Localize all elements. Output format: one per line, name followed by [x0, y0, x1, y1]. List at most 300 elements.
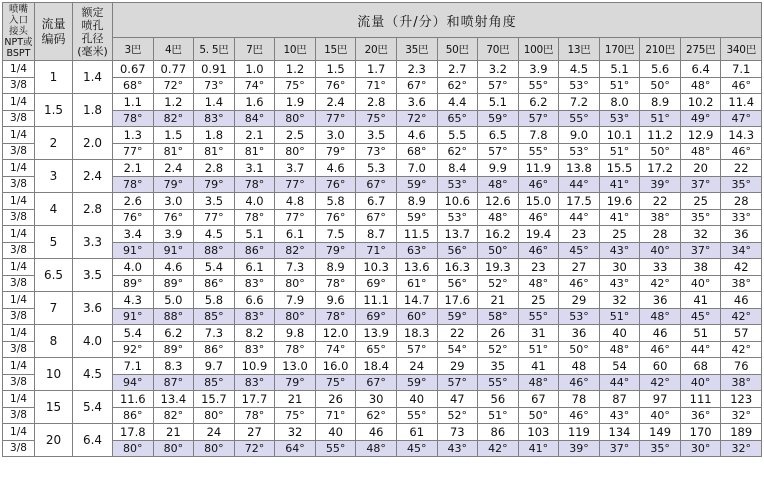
- angle-cell: 50°: [518, 407, 559, 424]
- flow-cell: 22: [721, 160, 762, 177]
- angle-cell: 53°: [437, 209, 478, 226]
- flow-cell: 97: [640, 391, 681, 408]
- flow-cell: 2.1: [113, 160, 154, 177]
- flow-cell: 6.5: [478, 127, 519, 144]
- flow-cell: 4.5: [194, 226, 235, 243]
- flow-cell: 21: [153, 424, 194, 441]
- flow-cell: 17.7: [234, 391, 275, 408]
- pressure-header-cell: 100巴: [518, 38, 559, 61]
- angle-cell: 65°: [356, 341, 397, 358]
- angle-cell: 57°: [518, 110, 559, 127]
- angle-cell: 41°: [599, 209, 640, 226]
- angle-cell: 75°: [315, 374, 356, 391]
- flow-cell: 7.1: [721, 61, 762, 78]
- angle-cell: 91°: [113, 242, 154, 259]
- flow-cell: 8.7: [356, 226, 397, 243]
- flow-cell: 123: [721, 391, 762, 408]
- flow-cell: 8.0: [599, 94, 640, 111]
- angle-cell: 52°: [478, 341, 519, 358]
- connection-cell: 3/8: [3, 176, 35, 193]
- flow-cell: 7.2: [559, 94, 600, 111]
- angle-cell: 86°: [194, 275, 235, 292]
- flow-cell: 7.8: [518, 127, 559, 144]
- angle-cell: 37°: [599, 440, 640, 457]
- flow-code-header: 流量 编码: [35, 3, 73, 61]
- angle-cell: 80°: [153, 440, 194, 457]
- table-body: [3, 61, 762, 457]
- pressure-header-cell: 7巴: [234, 38, 275, 61]
- flow-cell: 26: [478, 325, 519, 342]
- flow-cell: 14.7: [396, 292, 437, 309]
- flow-cell: 25: [518, 292, 559, 309]
- flow-cell: 60: [640, 358, 681, 375]
- flow-cell: 22: [640, 193, 681, 210]
- angle-cell: 46°: [721, 143, 762, 160]
- flow-cell: 6.1: [275, 226, 316, 243]
- angle-cell: 48°: [680, 77, 721, 94]
- angle-cell: 48°: [518, 374, 559, 391]
- flow-cell: 78: [559, 391, 600, 408]
- flow-cell: 2.6: [113, 193, 154, 210]
- flow-cell: 5.5: [437, 127, 478, 144]
- flow-cell: 4.5: [559, 61, 600, 78]
- angle-cell: 59°: [396, 209, 437, 226]
- angle-cell: 42°: [640, 275, 681, 292]
- angle-cell: 55°: [559, 110, 600, 127]
- flow-code-cell: 4: [35, 193, 73, 226]
- flow-cell: 42: [721, 259, 762, 276]
- flow-cell: 4.4: [437, 94, 478, 111]
- flow-cell: 30: [356, 391, 397, 408]
- angle-cell: 82°: [153, 407, 194, 424]
- header-title-row: [3, 3, 762, 38]
- flow-cell: 46: [356, 424, 397, 441]
- angle-cell: 35°: [721, 176, 762, 193]
- angle-cell: 83°: [234, 341, 275, 358]
- flow-cell: 6.2: [153, 325, 194, 342]
- table-row: [3, 209, 762, 226]
- orifice-cell: 2.8: [73, 193, 113, 226]
- flow-cell: 46: [640, 325, 681, 342]
- connection-cell: 1/4: [3, 391, 35, 408]
- flow-cell: 0.67: [113, 61, 154, 78]
- angle-cell: 71°: [356, 242, 397, 259]
- angle-cell: 55°: [478, 374, 519, 391]
- angle-cell: 32°: [721, 407, 762, 424]
- angle-cell: 81°: [234, 143, 275, 160]
- angle-cell: 32°: [721, 440, 762, 457]
- angle-cell: 36°: [680, 407, 721, 424]
- flow-cell: 73: [437, 424, 478, 441]
- angle-cell: 60°: [396, 308, 437, 325]
- flow-cell: 27: [559, 259, 600, 276]
- angle-cell: 40°: [640, 407, 681, 424]
- pressure-header-row: [3, 38, 762, 61]
- angle-cell: 75°: [275, 407, 316, 424]
- angle-cell: 35°: [680, 209, 721, 226]
- angle-cell: 39°: [559, 440, 600, 457]
- angle-cell: 85°: [194, 374, 235, 391]
- flow-cell: 46: [721, 292, 762, 309]
- angle-cell: 41°: [518, 440, 559, 457]
- connection-cell: 1/4: [3, 127, 35, 144]
- flow-code-cell: 10: [35, 358, 73, 391]
- flow-cell: 8.9: [396, 193, 437, 210]
- flow-cell: 15.0: [518, 193, 559, 210]
- flow-cell: 2.8: [356, 94, 397, 111]
- table-row: [3, 325, 762, 342]
- flow-code-cell: 7: [35, 292, 73, 325]
- angle-cell: 48°: [599, 341, 640, 358]
- angle-cell: 53°: [559, 77, 600, 94]
- flow-cell: 5.4: [113, 325, 154, 342]
- orifice-cell: 1.4: [73, 61, 113, 94]
- flow-cell: 103: [518, 424, 559, 441]
- pressure-header-cell: 275巴: [680, 38, 721, 61]
- connection-cell: 3/8: [3, 341, 35, 358]
- flow-cell: 76: [721, 358, 762, 375]
- flow-cell: 4.0: [234, 193, 275, 210]
- connection-cell: 3/8: [3, 407, 35, 424]
- flow-cell: 18.4: [356, 358, 397, 375]
- angle-cell: 57°: [437, 374, 478, 391]
- angle-cell: 46°: [518, 242, 559, 259]
- angle-cell: 86°: [113, 407, 154, 424]
- pressure-header-cell: 13巴: [559, 38, 600, 61]
- flow-cell: 22: [437, 325, 478, 342]
- table-header: [3, 3, 762, 61]
- angle-cell: 45°: [680, 308, 721, 325]
- flow-cell: 17.2: [640, 160, 681, 177]
- connection-cell: 3/8: [3, 440, 35, 457]
- table-row: [3, 143, 762, 160]
- angle-cell: 56°: [437, 242, 478, 259]
- connection-cell: 3/8: [3, 275, 35, 292]
- angle-cell: 91°: [153, 242, 194, 259]
- flow-cell: 24: [194, 424, 235, 441]
- flow-cell: 2.8: [194, 160, 235, 177]
- flow-cell: 2.4: [153, 160, 194, 177]
- flow-code-cell: 15: [35, 391, 73, 424]
- angle-cell: 42°: [721, 341, 762, 358]
- flow-cell: 14.3: [721, 127, 762, 144]
- angle-cell: 94°: [113, 374, 154, 391]
- angle-cell: 86°: [194, 341, 235, 358]
- angle-cell: 84°: [234, 110, 275, 127]
- angle-cell: 78°: [234, 209, 275, 226]
- angle-cell: 79°: [275, 374, 316, 391]
- flow-cell: 86: [478, 424, 519, 441]
- connection-cell: 1/4: [3, 424, 35, 441]
- flow-angle-title: 流量（升/分）和喷射角度: [113, 3, 762, 38]
- flow-cell: 13.8: [559, 160, 600, 177]
- angle-cell: 89°: [113, 275, 154, 292]
- table-row: [3, 374, 762, 391]
- flow-cell: 5.1: [234, 226, 275, 243]
- angle-cell: 86°: [234, 242, 275, 259]
- angle-cell: 42°: [478, 440, 519, 457]
- flow-code-cell: 5: [35, 226, 73, 259]
- flow-cell: 8.9: [315, 259, 356, 276]
- angle-cell: 62°: [437, 77, 478, 94]
- orifice-diameter-header: 额定 喷孔 孔径 (毫米): [73, 3, 113, 61]
- orifice-cell: 3.5: [73, 259, 113, 292]
- angle-cell: 61°: [396, 275, 437, 292]
- flow-code-cell: 1: [35, 61, 73, 94]
- flow-cell: 27: [234, 424, 275, 441]
- flow-cell: 5.6: [640, 61, 681, 78]
- flow-cell: 11.1: [356, 292, 397, 309]
- flow-cell: 8.3: [153, 358, 194, 375]
- pressure-header-cell: 3巴: [113, 38, 154, 61]
- flow-cell: 1.0: [234, 61, 275, 78]
- flow-cell: 57: [721, 325, 762, 342]
- flow-cell: 31: [518, 325, 559, 342]
- orifice-cell: 2.4: [73, 160, 113, 193]
- flow-cell: 20: [680, 160, 721, 177]
- angle-cell: 57°: [478, 143, 519, 160]
- table-row: [3, 424, 762, 441]
- angle-cell: 45°: [396, 440, 437, 457]
- table-row: [3, 292, 762, 309]
- flow-cell: 3.4: [113, 226, 154, 243]
- connection-cell: 1/4: [3, 193, 35, 210]
- angle-cell: 37°: [680, 176, 721, 193]
- table-row: [3, 358, 762, 375]
- angle-cell: 55°: [518, 308, 559, 325]
- angle-cell: 77°: [194, 209, 235, 226]
- flow-cell: 21: [275, 391, 316, 408]
- flow-cell: 11.5: [396, 226, 437, 243]
- orifice-cell: 3.6: [73, 292, 113, 325]
- flow-cell: 5.8: [315, 193, 356, 210]
- flow-code-cell: 8: [35, 325, 73, 358]
- angle-cell: 52°: [478, 275, 519, 292]
- flow-cell: 26: [315, 391, 356, 408]
- flow-cell: 1.4: [194, 94, 235, 111]
- flow-cell: 8.9: [640, 94, 681, 111]
- flow-cell: 33: [640, 259, 681, 276]
- angle-cell: 80°: [194, 440, 235, 457]
- angle-cell: 59°: [437, 308, 478, 325]
- angle-cell: 80°: [275, 143, 316, 160]
- flow-cell: 4.0: [113, 259, 154, 276]
- orifice-cell: 2.0: [73, 127, 113, 160]
- connection-cell: 3/8: [3, 143, 35, 160]
- table-row: [3, 226, 762, 243]
- angle-cell: 79°: [194, 176, 235, 193]
- angle-cell: 67°: [356, 374, 397, 391]
- flow-code-cell: 3: [35, 160, 73, 193]
- connection-cell: 1/4: [3, 61, 35, 78]
- flow-cell: 2.3: [396, 61, 437, 78]
- flow-cell: 28: [640, 226, 681, 243]
- angle-cell: 46°: [518, 209, 559, 226]
- flow-cell: 7.9: [275, 292, 316, 309]
- pressure-header-cell: 15巴: [315, 38, 356, 61]
- flow-cell: 5.3: [356, 160, 397, 177]
- flow-cell: 5.1: [478, 94, 519, 111]
- angle-cell: 40°: [680, 275, 721, 292]
- angle-cell: 54°: [437, 341, 478, 358]
- angle-cell: 53°: [559, 143, 600, 160]
- flow-cell: 6.2: [518, 94, 559, 111]
- angle-cell: 46°: [721, 77, 762, 94]
- angle-cell: 43°: [437, 440, 478, 457]
- spray-spec-table: [2, 2, 762, 457]
- angle-cell: 46°: [518, 176, 559, 193]
- orifice-cell: 3.3: [73, 226, 113, 259]
- flow-cell: 16.3: [437, 259, 478, 276]
- flow-cell: 9.6: [315, 292, 356, 309]
- pressure-header-cell: 50巴: [437, 38, 478, 61]
- angle-cell: 38°: [640, 209, 681, 226]
- table-row: [3, 110, 762, 127]
- flow-cell: 7.1: [113, 358, 154, 375]
- flow-cell: 4.8: [275, 193, 316, 210]
- angle-cell: 78°: [234, 176, 275, 193]
- flow-cell: 6.1: [234, 259, 275, 276]
- angle-cell: 50°: [478, 242, 519, 259]
- angle-cell: 44°: [559, 176, 600, 193]
- flow-cell: 9.0: [559, 127, 600, 144]
- angle-cell: 59°: [396, 374, 437, 391]
- angle-cell: 48°: [478, 209, 519, 226]
- angle-cell: 71°: [315, 407, 356, 424]
- angle-cell: 83°: [234, 275, 275, 292]
- table-row: [3, 242, 762, 259]
- table-row: [3, 176, 762, 193]
- angle-cell: 78°: [113, 110, 154, 127]
- flow-cell: 3.9: [153, 226, 194, 243]
- flow-cell: 0.91: [194, 61, 235, 78]
- angle-cell: 33°: [721, 209, 762, 226]
- angle-cell: 55°: [315, 440, 356, 457]
- angle-cell: 62°: [437, 143, 478, 160]
- connection-cell: 3/8: [3, 242, 35, 259]
- flow-cell: 38: [680, 259, 721, 276]
- connection-cell: 1/4: [3, 259, 35, 276]
- angle-cell: 50°: [640, 77, 681, 94]
- orifice-cell: 4.0: [73, 325, 113, 358]
- angle-cell: 83°: [234, 374, 275, 391]
- flow-cell: 3.2: [478, 61, 519, 78]
- angle-cell: 59°: [396, 176, 437, 193]
- flow-cell: 7.3: [275, 259, 316, 276]
- flow-cell: 6.6: [234, 292, 275, 309]
- angle-cell: 41°: [599, 176, 640, 193]
- flow-cell: 5.8: [194, 292, 235, 309]
- flow-cell: 111: [680, 391, 721, 408]
- connection-cell: 3/8: [3, 110, 35, 127]
- table-row: [3, 160, 762, 177]
- flow-cell: 2.5: [275, 127, 316, 144]
- angle-cell: 48°: [640, 308, 681, 325]
- table-row: [3, 94, 762, 111]
- flow-cell: 3.7: [275, 160, 316, 177]
- flow-cell: 32: [599, 292, 640, 309]
- angle-cell: 82°: [275, 242, 316, 259]
- flow-cell: 149: [640, 424, 681, 441]
- angle-cell: 91°: [113, 308, 154, 325]
- flow-cell: 1.2: [275, 61, 316, 78]
- angle-cell: 89°: [153, 341, 194, 358]
- pressure-header-cell: 10巴: [275, 38, 316, 61]
- flow-cell: 4.6: [396, 127, 437, 144]
- angle-cell: 72°: [153, 77, 194, 94]
- flow-cell: 30: [599, 259, 640, 276]
- connection-cell: 1/4: [3, 226, 35, 243]
- angle-cell: 47°: [721, 110, 762, 127]
- angle-cell: 81°: [194, 143, 235, 160]
- flow-cell: 32: [275, 424, 316, 441]
- flow-cell: 24: [396, 358, 437, 375]
- flow-code-cell: 6.5: [35, 259, 73, 292]
- angle-cell: 89°: [153, 275, 194, 292]
- angle-cell: 40°: [640, 242, 681, 259]
- angle-cell: 63°: [396, 242, 437, 259]
- angle-cell: 92°: [113, 341, 154, 358]
- angle-cell: 48°: [356, 440, 397, 457]
- flow-cell: 8.2: [234, 325, 275, 342]
- angle-cell: 75°: [275, 77, 316, 94]
- flow-cell: 134: [599, 424, 640, 441]
- inlet-connection-header: 喷嘴 入口 接头 NPT或 BSPT: [4, 4, 33, 59]
- pressure-header-cell: 170巴: [599, 38, 640, 61]
- angle-cell: 55°: [518, 143, 559, 160]
- angle-cell: 55°: [518, 77, 559, 94]
- angle-cell: 35°: [640, 440, 681, 457]
- flow-cell: 2.1: [234, 127, 275, 144]
- flow-cell: 47: [437, 391, 478, 408]
- flow-cell: 0.77: [153, 61, 194, 78]
- flow-cell: 17.5: [559, 193, 600, 210]
- flow-cell: 9.9: [478, 160, 519, 177]
- flow-cell: 12.6: [478, 193, 519, 210]
- flow-cell: 1.6: [234, 94, 275, 111]
- angle-cell: 46°: [640, 341, 681, 358]
- flow-cell: 23: [559, 226, 600, 243]
- flow-cell: 1.7: [356, 61, 397, 78]
- flow-cell: 11.2: [640, 127, 681, 144]
- angle-cell: 37°: [680, 242, 721, 259]
- flow-cell: 10.3: [356, 259, 397, 276]
- connection-cell: 3/8: [3, 374, 35, 391]
- angle-cell: 68°: [396, 143, 437, 160]
- angle-cell: 48°: [518, 275, 559, 292]
- angle-cell: 51°: [478, 407, 519, 424]
- flow-cell: 3.0: [153, 193, 194, 210]
- flow-cell: 13.6: [396, 259, 437, 276]
- angle-cell: 77°: [113, 143, 154, 160]
- angle-cell: 43°: [599, 242, 640, 259]
- angle-cell: 88°: [153, 308, 194, 325]
- angle-cell: 72°: [396, 110, 437, 127]
- angle-cell: 53°: [437, 176, 478, 193]
- orifice-cell: 4.5: [73, 358, 113, 391]
- angle-cell: 67°: [356, 209, 397, 226]
- angle-cell: 51°: [599, 77, 640, 94]
- flow-cell: 7.0: [396, 160, 437, 177]
- table-row: [3, 440, 762, 457]
- flow-cell: 3.1: [234, 160, 275, 177]
- flow-cell: 25: [599, 226, 640, 243]
- table-row: [3, 308, 762, 325]
- table-row: [3, 77, 762, 94]
- angle-cell: 73°: [356, 143, 397, 160]
- flow-cell: 10.9: [234, 358, 275, 375]
- angle-cell: 50°: [640, 143, 681, 160]
